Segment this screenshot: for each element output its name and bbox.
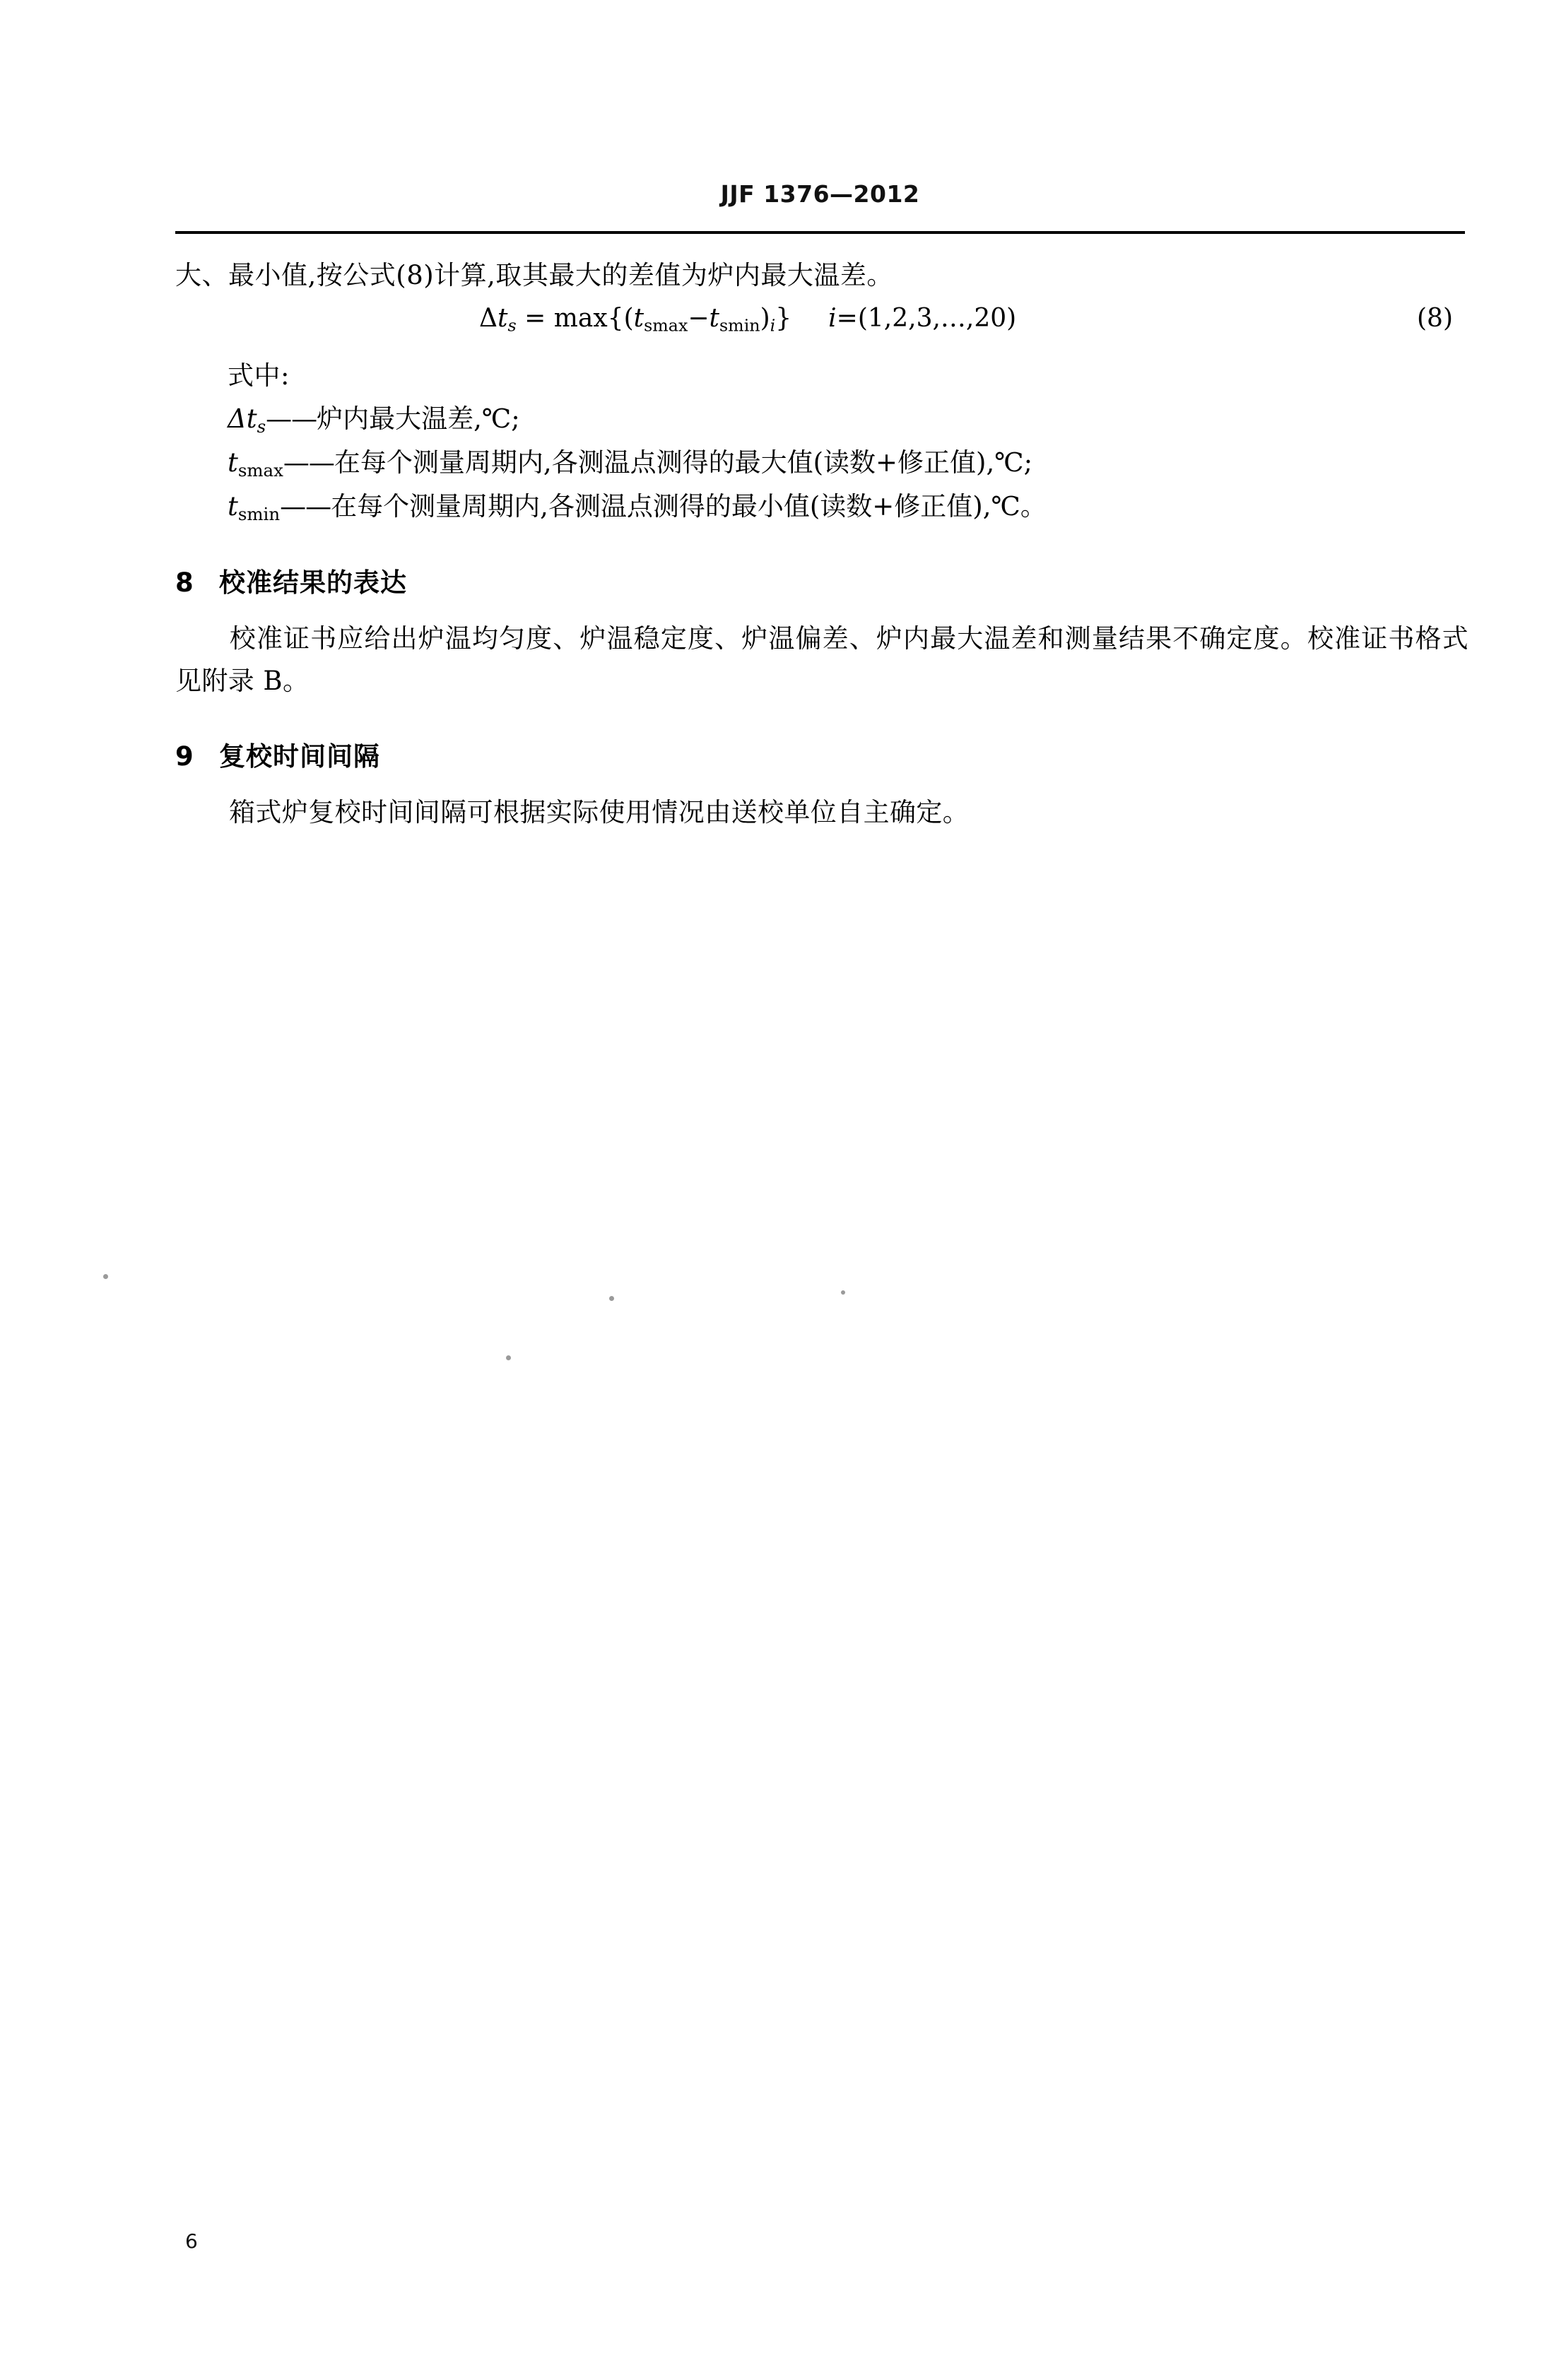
- definition-1-indent: [175, 403, 228, 434]
- definition-1-symbol: Δt: [228, 403, 257, 434]
- definition-2-symbol-sub: smax: [237, 459, 283, 481]
- formula-tmax-sub: smax: [644, 315, 688, 336]
- formula-max: max: [553, 303, 608, 333]
- where-label: 式中:: [228, 360, 290, 391]
- formula-lhs-sub: s: [507, 315, 517, 336]
- formula-i: i: [828, 303, 837, 333]
- section-9-paragraph-text: 箱式炉复校时间间隔可根据实际使用情况由送校单位自主确定。: [229, 797, 970, 828]
- formula-8: [479, 304, 1016, 336]
- formula-index-sub: i: [770, 315, 776, 336]
- definition-2-symbol: t: [228, 447, 238, 478]
- section-heading-9: [175, 735, 1468, 773]
- definition-3-symbol-sub: smin: [237, 504, 281, 525]
- page-number: 6: [185, 2229, 198, 2253]
- scan-speckle: [841, 1290, 845, 1295]
- formula-delta: Δ: [479, 303, 498, 333]
- formula-tmin: t: [709, 303, 719, 333]
- section-9-number: 9: [175, 741, 194, 772]
- section-8-paragraph-text: 校准证书应给出炉温均匀度、炉温稳定度、炉温偏差、炉内最大温差和测量结果不确定度。校准证书格式见附录 B。: [175, 623, 1468, 697]
- definition-1-dash: ——: [266, 403, 317, 434]
- definition-3: [175, 485, 1468, 529]
- standard-number: JJF 1376—2012: [720, 180, 920, 208]
- definition-2-dash: ——: [283, 447, 334, 478]
- section-heading-8: [175, 561, 1468, 599]
- formula-i-range: (1,2,3,…,20): [857, 303, 1017, 333]
- formula-close-brace: }: [775, 303, 792, 333]
- header-rule: [175, 231, 1465, 234]
- definition-2-indent: [175, 447, 228, 478]
- section-9-paragraph: [175, 791, 1468, 834]
- formula-minus: −: [688, 303, 710, 333]
- section-8-paragraph: [175, 618, 1468, 702]
- page-content: [175, 254, 1468, 834]
- formula-lhs-t: t: [498, 303, 508, 333]
- formula-equals: =: [524, 303, 546, 333]
- scan-speckle: [609, 1296, 614, 1301]
- formula-open-paren: (: [623, 303, 634, 333]
- definition-1-symbol-sub: s: [257, 416, 266, 437]
- formula-tmin-sub: smin: [719, 315, 760, 336]
- page-header: [175, 180, 1465, 208]
- section-8-title: 校准结果的表达: [219, 567, 407, 599]
- definition-3-dash: ——: [280, 491, 331, 522]
- scan-speckle: [506, 1355, 511, 1360]
- definition-2-text: 在每个测量周期内,各测温点测得的最大值(读数+修正值),℃;: [334, 447, 1033, 478]
- formula-tmax: t: [633, 303, 644, 333]
- scan-speckle: [103, 1274, 108, 1279]
- definition-3-indent: [175, 491, 228, 522]
- formula-i-equals: =: [836, 303, 858, 333]
- formula-close-paren: ): [760, 303, 770, 333]
- section-9-title: 复校时间间隔: [219, 741, 380, 772]
- formula-open-brace: {: [607, 303, 624, 333]
- definition-1: [175, 397, 1468, 441]
- definition-3-text: 在每个测量周期内,各测温点测得的最小值(读数+修正值),℃。: [331, 491, 1047, 522]
- formula-row: [175, 304, 1468, 355]
- definition-3-symbol: t: [228, 491, 238, 522]
- definition-1-text: 炉内最大温差,℃;: [317, 403, 520, 434]
- intro-line: 大、最小值,按公式(8)计算,取其最大的差值为炉内最大温差。: [175, 260, 893, 290]
- section-8-number: 8: [175, 567, 194, 599]
- formula-number: (8): [1417, 303, 1453, 333]
- definition-2: [175, 441, 1468, 485]
